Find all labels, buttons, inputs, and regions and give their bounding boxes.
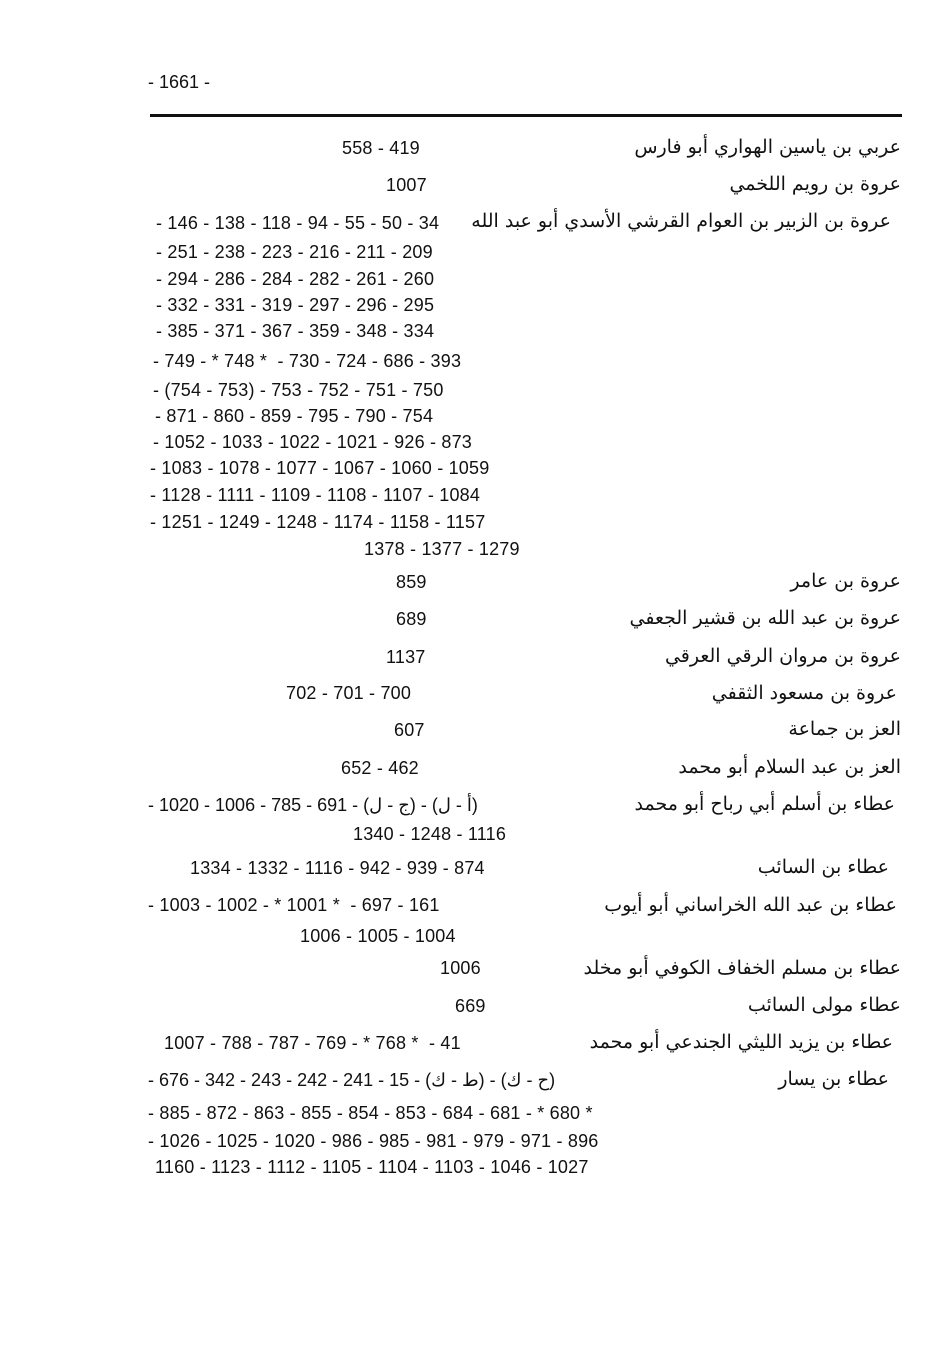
entry-name: عروة بن مسعود الثقفي	[711, 682, 897, 704]
entry-pages: 702 - 701 - 700	[286, 683, 412, 703]
entry-pages: 1007 - 788 - 787 - 769 - * 768 * - 41	[164, 1033, 461, 1053]
entry-name: عطاء بن يسار	[778, 1068, 889, 1090]
entry-name: عروة بن عبد الله بن قشير الجعفي	[629, 607, 901, 629]
entry-pages: 859	[396, 572, 427, 592]
entry-pages: - 885 - 872 - 863 - 855 - 854 - 853 - 684 - 681 - * 680 *	[148, 1103, 593, 1123]
entry-name: عروة بن عامر	[790, 570, 901, 592]
page-number: - 1661 -	[148, 72, 211, 92]
header-rule	[150, 114, 902, 117]
entry-pages: 1006 - 1005 - 1004	[300, 926, 456, 946]
entry-pages: - 332 - 331 - 319 - 297 - 296 - 295	[156, 295, 435, 315]
entry-name: عروة بن مروان الرقي العرقي	[664, 645, 901, 667]
entry-pages: - 385 - 371 - 367 - 359 - 348 - 334	[156, 321, 435, 341]
entry-pages: - 251 - 238 - 223 - 216 - 211 - 209	[156, 242, 433, 262]
entry-pages: 558 - 419	[342, 138, 420, 158]
entry-name: عطاء بن أسلم أبي رباح أبو محمد	[634, 793, 895, 815]
entry-pages: 607	[394, 720, 425, 740]
entry-pages: - 676 - 342 - 243 - 242 - 241 - 15 - (ط - ك) - (ح - ك)	[148, 1070, 556, 1090]
entry-pages: 1340 - 1248 - 1116	[353, 824, 507, 844]
entry-pages: 689	[396, 609, 427, 629]
entry-pages: 1378 - 1377 - 1279	[364, 539, 520, 559]
entry-pages: - 1251 - 1249 - 1248 - 1174 - 1158 - 1157	[150, 512, 486, 532]
entry-name: عروة بن رويم اللخمي	[729, 173, 901, 195]
entry-pages: - 1026 - 1025 - 1020 - 986 - 985 - 981 - 979 - 971 - 896	[148, 1131, 599, 1151]
entry-name: عطاء بن يزيد الليثي الجندعي أبو محمد	[589, 1031, 893, 1053]
entry-name: عطاء مولى السائب	[747, 994, 901, 1016]
entry-pages: 1334 - 1332 - 1116 - 942 - 939 - 874	[190, 858, 485, 878]
entry-pages: 1160 - 1123 - 1112 - 1105 - 1104 - 1103 - 1046 - 1027	[155, 1157, 589, 1177]
entry-pages: - 1052 - 1033 - 1022 - 1021 - 926 - 873	[153, 432, 473, 452]
entry-pages: - 1020 - 1006 - 785 - 691 - (ج - ل) - (أ - ل)	[148, 795, 478, 815]
entry-pages: - 1003 - 1002 - * 1001 * - 697 - 161	[148, 895, 440, 915]
entry-name: العز بن عبد السلام أبو محمد	[678, 756, 901, 778]
entry-pages: - 749 - * 748 * - 730 - 724 - 686 - 393	[153, 351, 462, 371]
entry-pages: 1007	[386, 175, 427, 195]
entry-pages: - 294 - 286 - 284 - 282 - 261 - 260	[156, 269, 435, 289]
entry-pages: 669	[455, 996, 486, 1016]
entry-name: عطاء بن عبد الله الخراساني أبو أيوب	[604, 894, 897, 916]
entry-name: عطاء بن مسلم الخفاف الكوفي أبو مخلد	[583, 957, 901, 979]
entry-pages: - 1128 - 1111 - 1109 - 1108 - 1107 - 1084	[150, 485, 481, 505]
entry-pages: 1137	[386, 647, 426, 667]
entry-pages: - 1083 - 1078 - 1077 - 1067 - 1060 - 1059	[150, 458, 490, 478]
entry-name: عربي بن ياسين الهواري أبو فارس	[634, 136, 901, 158]
entry-name: العز بن جماعة	[788, 718, 901, 740]
entry-name: عطاء بن السائب	[757, 856, 889, 878]
entry-pages: 652 - 462	[341, 758, 419, 778]
entry-pages: 1006	[440, 958, 481, 978]
entry-name: عروة بن الزبير بن العوام القرشي الأسدي أبو عبد الله	[471, 210, 891, 232]
entry-pages: - (754 - 753) - 753 - 752 - 751 - 750	[153, 380, 444, 400]
entry-pages: - 146 - 138 - 118 - 94 - 55 - 50 - 34	[156, 213, 440, 233]
entry-pages: - 871 - 860 - 859 - 795 - 790 - 754	[155, 406, 434, 426]
